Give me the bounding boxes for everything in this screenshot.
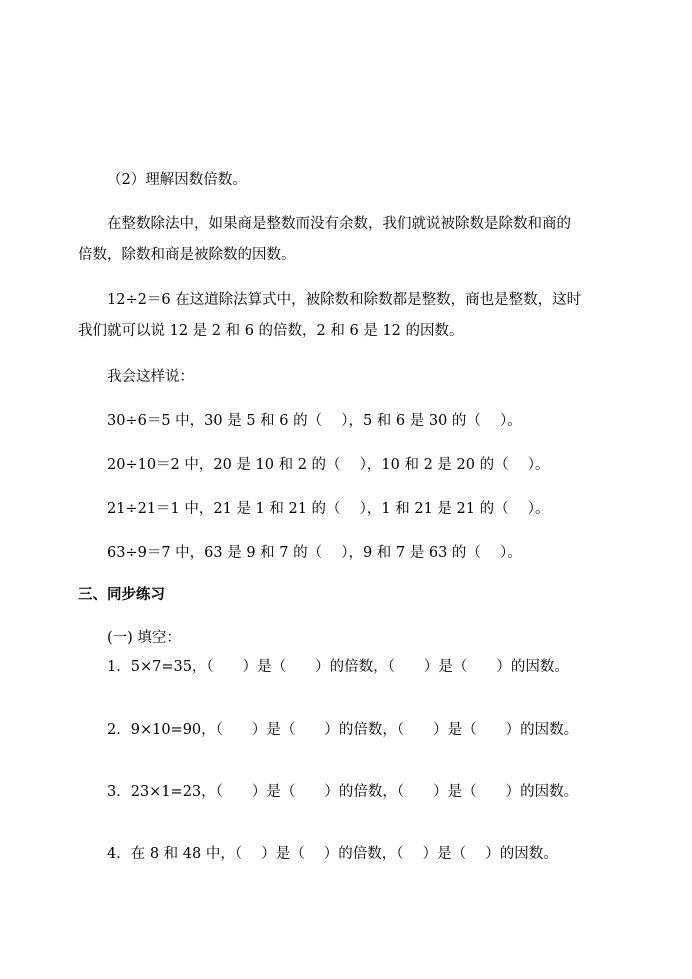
example-sentence-1: 30÷6＝5 中，30 是 5 和 6 的（ ），5 和 6 是 30 的（ ）。	[107, 413, 522, 429]
example-sentence-3: 21÷21＝1 中，21 是 1 和 21 的（ ），1 和 21 是 21 的（ ）。	[107, 501, 550, 517]
example-sentence-4: 63÷9＝7 中，63 是 9 和 7 的（ ），9 和 7 是 63 的（ ）。	[107, 545, 522, 561]
example-paragraph-line-1: 12÷2＝6 在这道除法算式中，被除数和除数都是整数，商也是整数，这时	[107, 292, 582, 308]
example-paragraph-line-2: 我们就可以说 12 是 2 和 6 的倍数，2 和 6 是 12 的因数。	[78, 323, 464, 339]
definition-paragraph-line-2: 倍数，除数和商是被除数的因数。	[78, 247, 296, 263]
exercise-item-3: 3．23×1=23，（ ）是（ ）的倍数，（ ）是（ ）的因数。	[107, 784, 579, 800]
definition-paragraph-line-1: 在整数除法中，如果商是整数而没有余数，我们就说被除数是除数和商的	[107, 216, 571, 232]
example-sentence-2: 20÷10＝2 中，20 是 10 和 2 的（ ），10 和 2 是 20 的（ ）。	[107, 457, 550, 473]
say-it-label: 我会这样说：	[107, 369, 194, 385]
exercise-item-2: 2．9×10=90，（ ）是（ ）的倍数，（ ）是（ ）的因数。	[107, 722, 579, 738]
exercise-item-4: 4．在 8 和 48 中，（ ）是（ ）的倍数，（ ）是（ ）的因数。	[107, 846, 558, 862]
subsection-heading-understand-factors-multiples: （2）理解因数倍数。	[107, 172, 247, 188]
fill-in-blank-heading: (一) 填空：	[107, 630, 181, 646]
exercise-item-1: 1．5×7=35，（ ）是（ ）的倍数，（ ）是（ ）的因数。	[107, 659, 569, 675]
section-heading-practice: 三、同步练习	[78, 586, 165, 603]
